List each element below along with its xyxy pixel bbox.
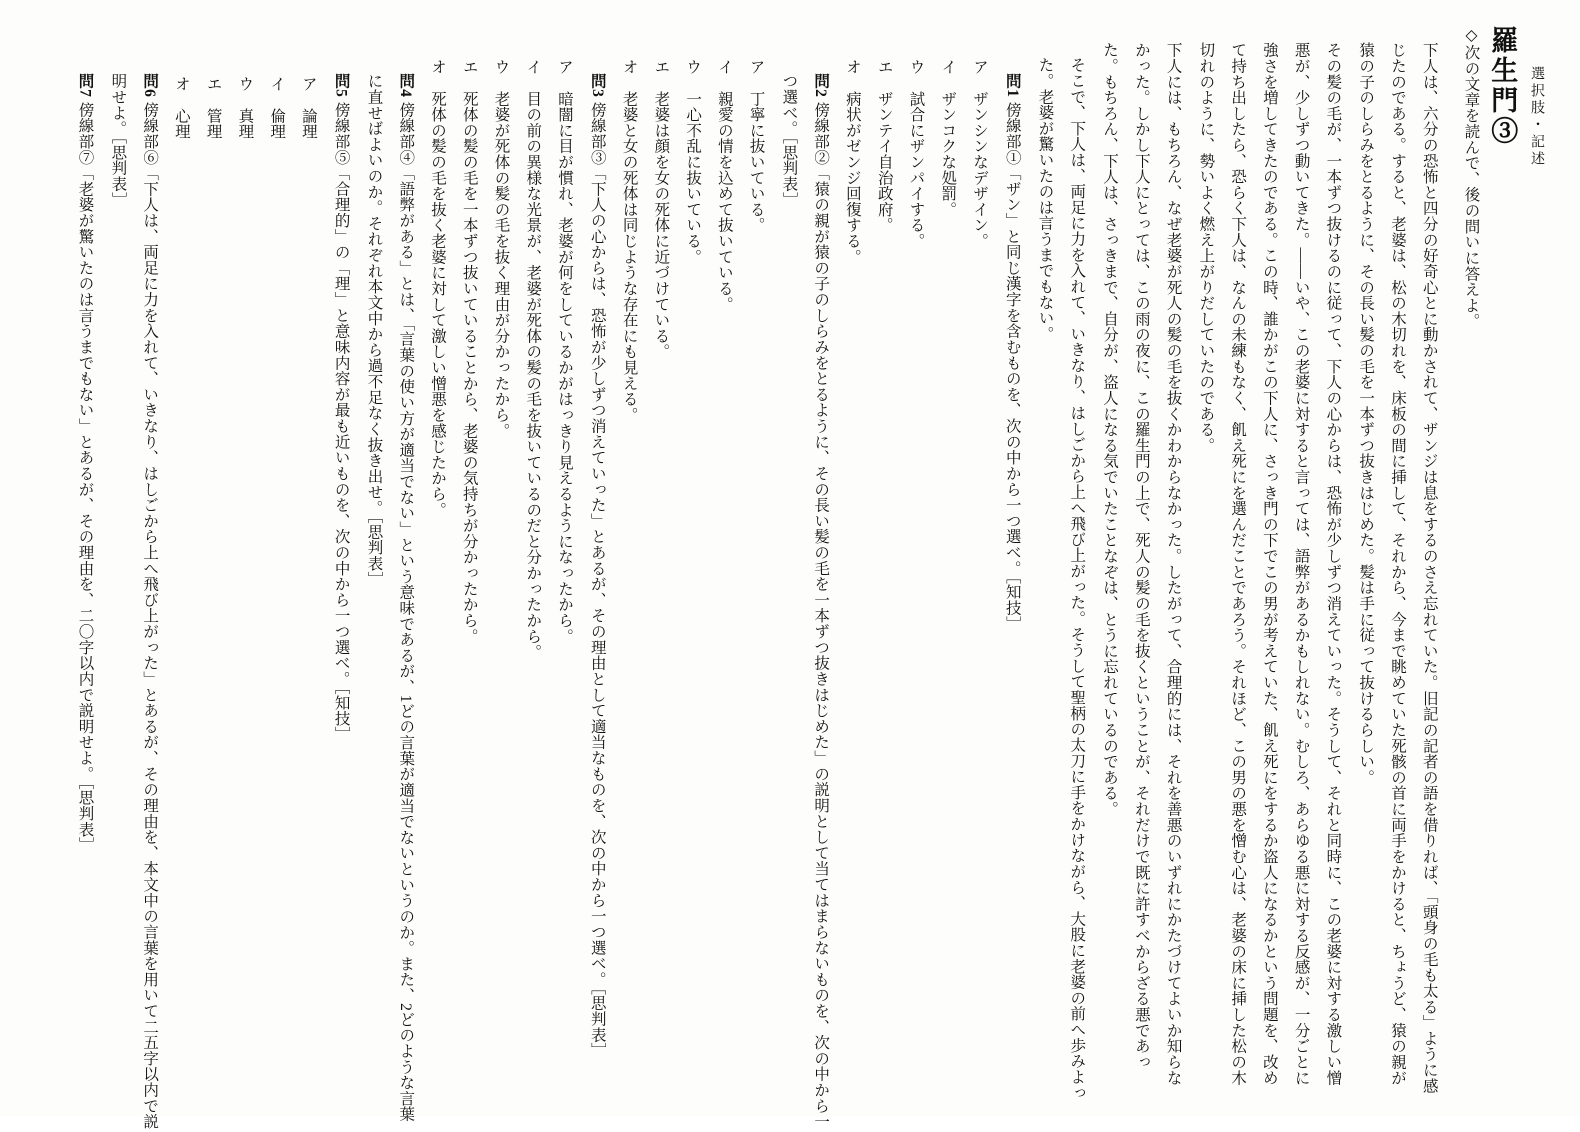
document-title: 羅生門③ (1487, 26, 1518, 147)
question-2-number: 問2 (812, 72, 830, 97)
question-1-number: 問1 (1003, 72, 1021, 97)
question-3-choice-e[interactable]: オ 死体の髪の毛を抜く老婆に対して激しい憎悪を感じたから。 (428, 58, 446, 518)
question-7 (69, 26, 101, 1131)
question-5-number: 問5 (332, 72, 350, 97)
question-7-number: 問7 (76, 72, 94, 97)
question-2-choice-a[interactable]: ア 丁寧に抜いている。 (747, 58, 765, 233)
document-subtitle: 選択肢・記述 (1529, 66, 1544, 169)
question-1-choice-d[interactable]: エ ザンテイ自治政府。 (875, 58, 893, 233)
vertical-text-flow (30, 26, 1550, 1129)
question-5-choice-c[interactable]: ウ 真理 (236, 75, 254, 139)
question-5-choice-e[interactable]: オ 心理 (172, 75, 190, 139)
question-5 (325, 26, 357, 1131)
title-holder (1487, 26, 1517, 1086)
question-3-choice-d[interactable]: エ 死体の髪の毛を一本ずつ抜いていることから、老婆の気持ちが分かったから。 (460, 58, 478, 644)
question-1-choice-a[interactable]: ア ザンシンなデザイン。 (970, 58, 988, 249)
question-1-choice-c[interactable]: ウ 試合にザンパイする。 (907, 58, 925, 249)
question-4-prompt: 傍線部④「語弊がある」とは、「言葉の使い方が適当でない」という意味であるが、1どの言葉が適当でないというのか。また、2どのような言葉に直せばよいのか。それぞれ本文中から過不足なく抜き出せ。［思判表］ (365, 72, 415, 1122)
question-5-choice-a[interactable]: ア 論理 (299, 75, 317, 139)
question-2-choice-b[interactable]: イ 親愛の情を込めて抜いている。 (715, 58, 733, 312)
question-2-choice-e[interactable]: オ 老婆と女の死体は同じような存在にも見える。 (620, 58, 638, 423)
question-1 (996, 26, 1028, 1131)
question-2-choice-c[interactable]: ウ 一心不乱に抜いている。 (684, 58, 702, 265)
question-7-prompt: 傍線部⑦「老婆が驚いたのは言うまでもない」とあるが、その理由を、二〇字以内で説明せよ。［思判表］ (76, 101, 94, 853)
question-3-choice-a[interactable]: ア 暗闇に目が慣れ、老婆が何をしているかがはっきり見えるようになったから。 (556, 58, 574, 644)
question-5-choice-b[interactable]: イ 倫理 (268, 75, 286, 139)
question-5-prompt: 傍線部⑤「合理的」の「理」と意味内容が最も近いものを、次の中から一つ選べ。［知技］ (332, 101, 350, 742)
question-5-choice-d[interactable]: エ 管理 (204, 75, 222, 139)
passage-paragraph-1: 下人は、六分の恐怖と四分の好奇心とに動かされて、ザンジは息をするのさえ忘れていた。旧記の記者の語を借りれば、「頭身の毛も太る」ように感じたのである。すると、老婆は、松の木切れを、床板の間に挿して、それから、今まで眺めていた死骸の首に両手をかけると、ちょうど、猿の親が猿の子のしらみをとるように、その長い髪の毛を一本ずつ抜きはじめた。髪は手に従って抜けるらしい。 (1357, 41, 1438, 1094)
question-1-choice-e[interactable]: オ 病状がゼンジ回復する。 (843, 58, 861, 265)
subtitle-holder (1521, 26, 1550, 1086)
question-3-number: 問3 (588, 72, 606, 97)
question-2-choice-d[interactable]: エ 老婆は顔を女の死体に近づけている。 (652, 58, 670, 359)
question-3 (581, 26, 613, 1131)
instruction-line: ◇次の文章を読んで、後の問いに答えよ。 (1462, 26, 1480, 329)
passage-paragraph-3: 下人には、もちろん、なぜ老婆が死人の髪の毛を抜くかわからなかった。したがって、合理的には、それを善悪のいずれにかたづけてよいか知らなかった。しかし下人にとっては、この雨の夜に、この羅生門の上で、死人の髪の毛を抜くということが、それだけで既に許すべからざる悪であった。もちろん、下人は、さっきまで、自分が、盗人になる気でいたことなぞは、とうに忘れているのである。 (1101, 41, 1182, 1085)
question-6-prompt: 傍線部⑥「下人は、両足に力を入れて、いきなり、はしごから上へ飛び上がった」とあるが、その理由を、本文中の言葉を用いて二五字以内で説明せよ。［思判表］ (109, 72, 159, 1129)
question-1-prompt: 傍線部①「ザン」と同じ漢字を含むものを、次の中から一つ選べ。［知技］ (1003, 101, 1021, 631)
question-6 (102, 26, 166, 1131)
question-3-choice-b[interactable]: イ 目の前の異様な光景が、老婆が死体の髪の毛を抜いているのだと分かったから。 (524, 58, 542, 660)
question-4 (358, 26, 422, 1131)
question-1-choice-b[interactable]: イ ザンコクな処罰。 (939, 58, 957, 217)
passage-paragraph-4: そこで、下人は、両足に力を入れて、いきなり、はしごから上へ飛び上がった。そうして聖柄の太刀に手をかけながら、大股に老婆の前へ歩みよった。老婆が驚いたのは言うまでもない。 (1036, 57, 1086, 1101)
question-2 (773, 26, 837, 1131)
question-4-number: 問4 (397, 72, 415, 97)
title-block (1518, 26, 1550, 1086)
passage-paragraph-2: その髪の毛が、一本ずつ抜けるのに従って、下人の心からは、恐怖が少しずつ消えていった。そうして、それと同時に、この老婆に対する激しい憎悪が、少しずつ動いてきた。——いや、この老婆に対すると言っては、語弊があるかもしれない。むしろ、あらゆる悪に対する反感が、一分ごとに強さを増してきたのである。この時、誰かがこの下人に、さっき門の下でこの男が考えていた、飢え死にをするか盗人になるかという問題を、改めて持ち出したら、恐らく下人は、なんの未練もなく、飢え死にを選んだことであろう。それほど、この男の悪を憎む心は、老婆の床に挿した松の木切れのように、勢いよく燃え上がりだしていたのである。 (1197, 41, 1342, 1085)
question-3-choice-c[interactable]: ウ 老婆が死体の髪の毛を抜く理由が分かったから。 (492, 58, 510, 438)
question-2-prompt: 傍線部②「猿の親が猿の子のしらみをとるように、その長い髪の毛を一本ずつ抜きはじめた」の説明として当てはまらないものを、次の中から一つ選べ。［思判表］ (780, 72, 830, 1129)
question-3-prompt: 傍線部③「下人の心からは、恐怖が少しずつ消えていった」とあるが、その理由として適当なものを、次の中から一つ選べ。［思判表］ (588, 101, 606, 1058)
question-6-number: 問6 (141, 72, 159, 97)
